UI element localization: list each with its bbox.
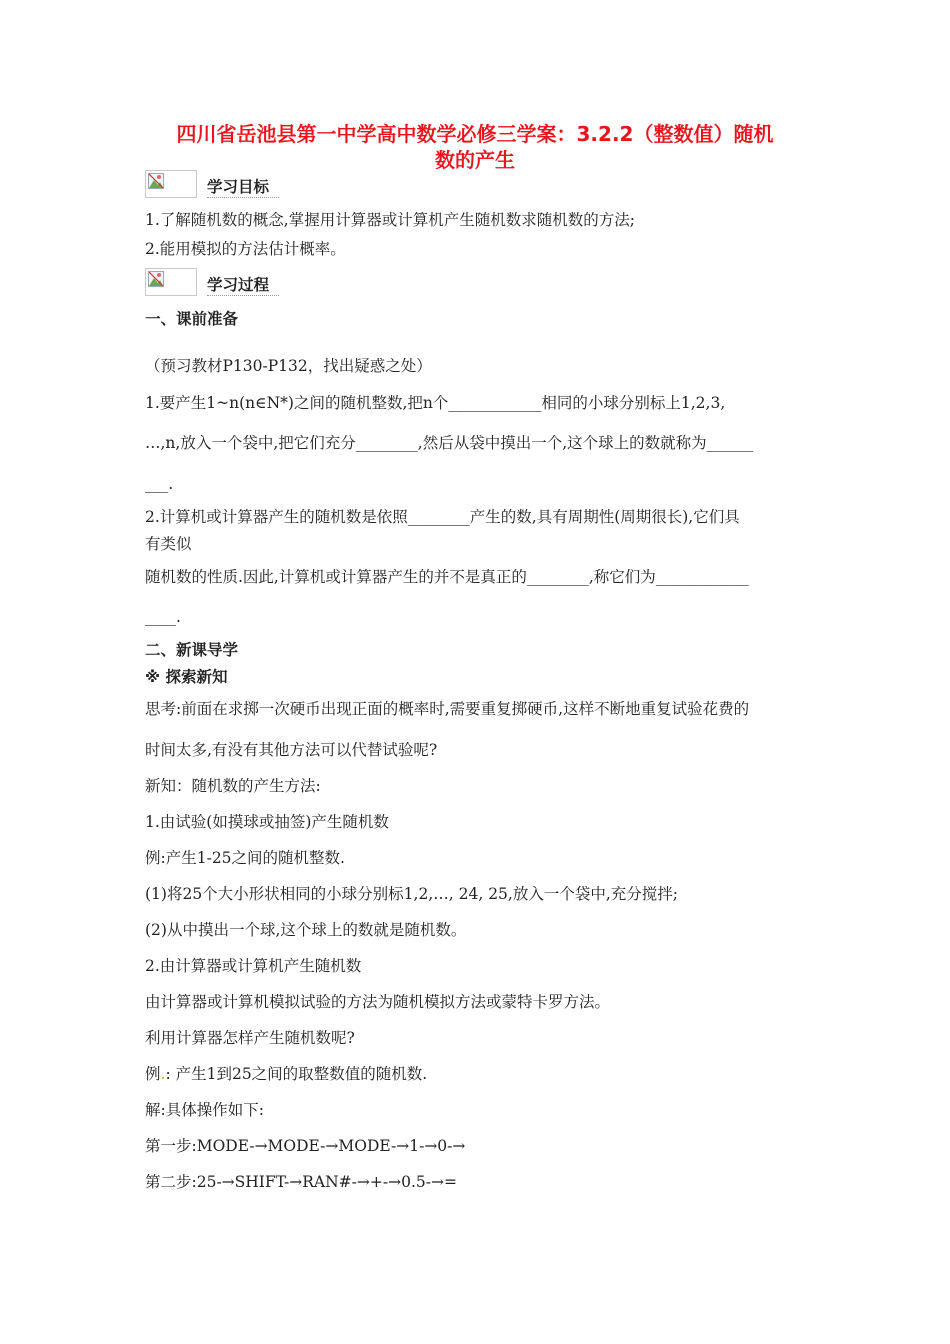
preview-note: （预习教材P130-P132，找出疑惑之处） [145, 357, 432, 375]
explore-heading: ※ 探索新知 [145, 668, 228, 686]
method-1: 1.由试验(如摸球或抽签)产生随机数 [145, 813, 389, 831]
question-1-line-1: 1.要产生1~n(n∈N*)之间的随机整数,把n个____________相同的小球分别标上1,2,3, [145, 394, 726, 412]
example-1-step-2: (2)从中摸出一个球,这个球上的数就是随机数。 [145, 921, 467, 939]
process-heading: 学习过程 [207, 273, 279, 296]
goal-heading-row [145, 170, 279, 198]
new-knowledge: 新知：随机数的产生方法: [145, 777, 321, 795]
goal-item-2: 2.能用模拟的方法估计概率。 [145, 240, 346, 258]
example-2 [145, 1064, 427, 1084]
question-2-line-3: 随机数的性质.因此,计算机或计算器产生的并不是真正的________,称它们为____________ [145, 568, 749, 586]
think-line-1: 思考:前面在求掷一次硬币出现正面的概率时,需要重复掷硬币,这样不断地重复试验花费的 [145, 700, 750, 718]
method-2-description: 由计算器或计算机模拟试验的方法为随机模拟方法或蒙特卡罗方法。 [145, 993, 611, 1011]
broken-image-icon [145, 268, 197, 296]
question-1-line-2: …,n,放入一个袋中,把它们充分________,然后从袋中摸出一个,这个球上的数就称为______ [145, 434, 754, 452]
example-2-dot: . [160, 1065, 166, 1083]
solution-intro: 解:具体操作如下: [145, 1101, 264, 1119]
document-title [120, 121, 830, 173]
process-heading-row [145, 268, 279, 296]
goal-heading: 学习目标 [207, 175, 279, 198]
question-2-line-4: ____. [145, 608, 181, 626]
section-2-title: 二、新课导学 [145, 641, 239, 659]
goal-item-1: 1.了解随机数的概念,掌握用计算器或计算机产生随机数求随机数的方法; [145, 211, 635, 229]
step-2: 第二步:25-→SHIFT-→RAN#-→+-→0.5-→= [145, 1173, 457, 1191]
title-line-1: 四川省岳池县第一中学高中数学必修三学案：3.2.2（整数值）随机 [176, 122, 774, 146]
example-2-prefix: 例 [145, 1065, 161, 1083]
step-1: 第一步:MODE-→MODE-→MODE-→1-→0-→ [145, 1137, 466, 1155]
question-2-line-2: 有类似 [145, 535, 192, 553]
example-1-step-1: (1)将25个大小形状相同的小球分别标1,2,…, 24, 25,放入一个袋中,充分搅拌; [145, 885, 678, 903]
broken-image-icon [145, 170, 197, 198]
question-2-line-1: 2.计算机或计算器产生的随机数是依照________产生的数,具有周期性(周期很长),它们具 [145, 508, 740, 526]
think-line-2: 时间太多,有没有其他方法可以代替试验呢? [145, 741, 438, 759]
method-2-question: 利用计算器怎样产生随机数呢? [145, 1029, 355, 1047]
title-line-2: 数的产生 [435, 148, 515, 172]
example-1: 例:产生1-25之间的随机整数. [145, 849, 345, 867]
example-2-text: : 产生1到25之间的取整数值的随机数. [165, 1065, 428, 1083]
method-2: 2.由计算器或计算机产生随机数 [145, 957, 362, 975]
section-1-title: 一、课前准备 [145, 310, 239, 328]
question-1-line-3: ___. [145, 475, 174, 493]
